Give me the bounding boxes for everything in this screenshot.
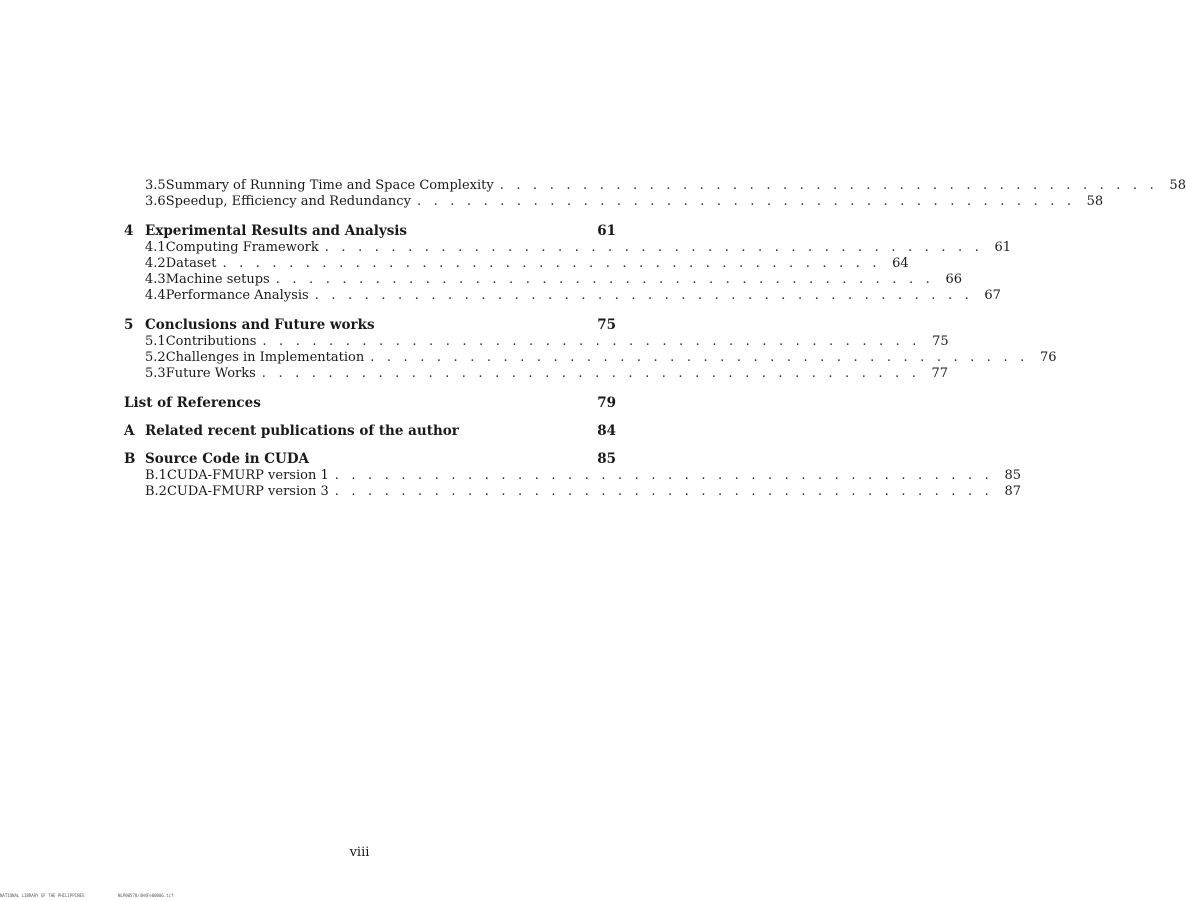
section-number: 3.6 bbox=[145, 194, 166, 209]
toc-entry-4-3 bbox=[124, 272, 962, 288]
section-number: 5.3 bbox=[145, 366, 166, 381]
chapter-number: 4 bbox=[124, 223, 134, 239]
section-title: CUDA-FMURP version 3 bbox=[166, 484, 329, 499]
toc-entry-5-3 bbox=[124, 366, 949, 382]
section-number: 4.1 bbox=[145, 240, 166, 255]
page-number: 79 bbox=[597, 395, 616, 411]
toc-entry-5-2 bbox=[124, 350, 1057, 366]
section-number: 4.4 bbox=[145, 288, 166, 303]
chapter-title: Related recent publications of the author bbox=[145, 423, 459, 439]
scan-stamp-filename: NLP00578/4H4Fe00006.tif bbox=[118, 893, 174, 898]
dot-leader: . . . . . . . . . . . . . . . . . . . . . . . . . . . . . . . . . . . . . . . . bbox=[222, 256, 881, 271]
section-title: Challenges in Implementation bbox=[165, 350, 365, 365]
dot-leader: . . . . . . . . . . . . . . . . . . . . . . . . . . . . . . . . . . . . . . . . bbox=[261, 366, 921, 381]
page-number: 77 bbox=[931, 366, 949, 381]
page-number: 61 bbox=[597, 223, 616, 239]
section-number: B.2 bbox=[145, 484, 167, 499]
toc-entry-b-1 bbox=[124, 468, 1021, 484]
toc-chapter-4 bbox=[124, 222, 616, 240]
page-number: 61 bbox=[994, 240, 1012, 255]
section-number: 5.2 bbox=[145, 350, 166, 365]
section-number: 5.1 bbox=[145, 334, 166, 349]
page-number: 75 bbox=[932, 334, 949, 349]
section-title: Contributions bbox=[165, 334, 257, 349]
chapter-title: Conclusions and Future works bbox=[145, 317, 375, 333]
section-title: Computing Framework bbox=[165, 240, 319, 255]
toc-entry-4-2 bbox=[124, 256, 909, 272]
section-number: 3.5 bbox=[145, 178, 166, 193]
section-title: Speedup, Efficiency and Redundancy bbox=[165, 194, 411, 209]
page-number: 85 bbox=[1004, 468, 1021, 483]
section-title: Summary of Running Time and Space Complexity bbox=[165, 178, 494, 193]
toc-entry-b-2 bbox=[124, 484, 1021, 500]
dot-leader: . . . . . . . . . . . . . . . . . . . . . . . . . . . . . . . . . . . . . . . . bbox=[275, 272, 934, 287]
scan-stamp-library: NATIONAL LIBRARY OF THE PHILIPPINES bbox=[0, 893, 85, 898]
dot-leader: . . . . . . . . . . . . . . . . . . . . . . . . . . . . . . . . . . . . . . . . bbox=[416, 194, 1076, 209]
chapter-title: List of References bbox=[124, 395, 261, 411]
section-number: 4.2 bbox=[145, 256, 166, 271]
page-number: 76 bbox=[1039, 350, 1057, 365]
page-number: 64 bbox=[892, 256, 909, 271]
section-title: CUDA-FMURP version 1 bbox=[166, 468, 329, 483]
toc-appendix-a bbox=[124, 422, 616, 440]
dot-leader: . . . . . . . . . . . . . . . . . . . . . . . . . . . . . . . . . . . . . . . . bbox=[262, 334, 921, 349]
section-number: B.1 bbox=[145, 468, 167, 483]
page-number: 87 bbox=[1004, 484, 1021, 499]
page-number: 75 bbox=[597, 317, 616, 333]
chapter-title: Experimental Results and Analysis bbox=[145, 223, 408, 239]
toc-entry-3-5 bbox=[124, 178, 1186, 194]
chapter-number: 5 bbox=[124, 317, 134, 333]
section-title: Future Works bbox=[165, 366, 256, 381]
page-folio: viii bbox=[349, 845, 370, 860]
page-number: 66 bbox=[945, 272, 962, 287]
dot-leader: . . . . . . . . . . . . . . . . . . . . . . . . . . . . . . . . . . . . . . . . bbox=[499, 178, 1158, 193]
page-number: 58 bbox=[1169, 178, 1186, 193]
toc-references bbox=[124, 394, 616, 412]
dot-leader: . . . . . . . . . . . . . . . . . . . . . . . . . . . . . . . . . . . . . . . . bbox=[334, 484, 993, 499]
dot-leader: . . . . . . . . . . . . . . . . . . . . . . . . . . . . . . . . . . . . . . . . bbox=[334, 468, 993, 483]
page-number: 67 bbox=[984, 288, 1001, 303]
toc-entry-4-1 bbox=[124, 240, 1012, 256]
chapter-number: B bbox=[124, 451, 136, 467]
chapter-number: A bbox=[124, 423, 135, 439]
toc-chapter-5 bbox=[124, 316, 616, 334]
section-title: Performance Analysis bbox=[165, 288, 309, 303]
table-of-contents bbox=[124, 178, 1186, 500]
section-title: Machine setups bbox=[165, 272, 270, 287]
toc-appendix-b bbox=[124, 450, 616, 468]
toc-entry-4-4 bbox=[124, 288, 1001, 304]
page-number: 58 bbox=[1086, 194, 1104, 209]
page-number: 84 bbox=[597, 423, 616, 439]
dot-leader: . . . . . . . . . . . . . . . . . . . . . . . . . . . . . . . . . . . . . . . . bbox=[324, 240, 984, 255]
section-number: 4.3 bbox=[145, 272, 166, 287]
toc-entry-5-1 bbox=[124, 334, 949, 350]
section-title: Dataset bbox=[165, 256, 217, 271]
toc-entry-3-6 bbox=[124, 194, 1104, 210]
page-number: 85 bbox=[597, 451, 616, 467]
dot-leader: . . . . . . . . . . . . . . . . . . . . . . . . . . . . . . . . . . . . . . . . bbox=[314, 288, 973, 303]
dot-leader: . . . . . . . . . . . . . . . . . . . . . . . . . . . . . . . . . . . . . . . . bbox=[370, 350, 1029, 365]
chapter-title: Source Code in CUDA bbox=[145, 451, 310, 467]
